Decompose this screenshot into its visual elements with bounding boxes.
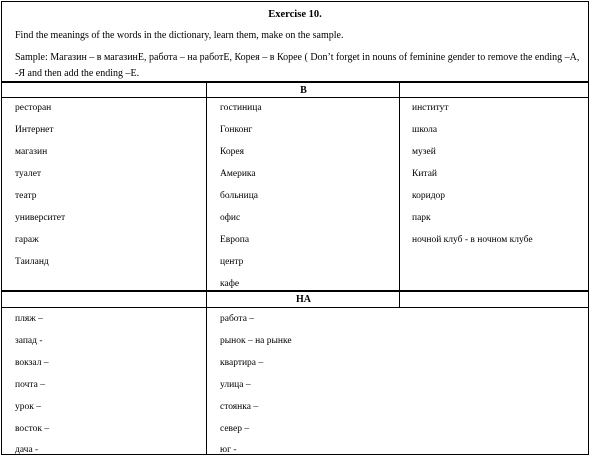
word-cell: запад - [15,336,43,346]
word-cell: ресторан [15,103,52,113]
word-cell: Таиланд [15,257,49,267]
word-cell: университет [15,213,66,223]
word-cell: пляж – [15,314,43,324]
word-cell: Корея [220,147,244,157]
word-cell: Китай [412,169,437,179]
word-cell: больница [220,191,258,201]
divider [2,307,588,308]
word-cell: парк [412,213,431,223]
word-cell: Гонконг [220,125,253,135]
word-cell: магазин [15,147,48,157]
word-cell: рынок – на рынке [220,336,292,346]
word-cell: музей [412,147,436,157]
divider [2,290,588,292]
sample-text-line-1: Sample: Магазин – в магазинЕ, работа – на работЕ, Корея – в Корее ( Don’t forget in nouns of feminine gender to remove the ending –А, [15,52,580,63]
section-v-header: В [300,85,307,96]
word-cell: восток – [15,424,50,434]
word-cell: Америка [220,169,256,179]
word-cell: гараж [15,235,39,245]
divider [2,81,588,83]
word-cell: вокзал – [15,358,49,368]
word-cell: север – [220,424,250,434]
word-cell: почта – [15,380,45,390]
word-cell: туалет [15,169,42,179]
word-cell: школа [412,125,438,135]
word-cell: институт [412,103,449,113]
word-cell: гостиница [220,103,262,113]
divider [2,97,588,98]
word-cell: юг - [220,445,237,455]
word-cell: урок – [15,402,41,412]
exercise-table [1,1,589,455]
word-cell: квартира – [220,358,264,368]
word-cell: работа – [220,314,255,324]
word-cell: театр [15,191,37,201]
instruction-text: Find the meanings of the words in the dictionary, learn them, make on the sample. [15,30,344,41]
column-divider [206,82,207,455]
word-cell: Интернет [15,125,54,135]
word-cell: улица – [220,380,251,390]
sample-text-line-2: -Я and then add the ending –Е. [15,68,140,79]
word-cell: офис [220,213,241,223]
exercise-title: Exercise 10. [268,9,322,20]
word-cell: центр [220,257,244,267]
word-cell: дача - [15,445,39,455]
word-cell: стоянка – [220,402,259,412]
word-cell: ночной клуб - в ночном клубе [412,235,533,245]
column-divider [399,82,400,308]
word-cell: Европа [220,235,250,245]
word-cell: коридор [412,191,446,201]
word-cell: кафе [220,279,240,289]
section-na-header: НА [296,294,311,305]
